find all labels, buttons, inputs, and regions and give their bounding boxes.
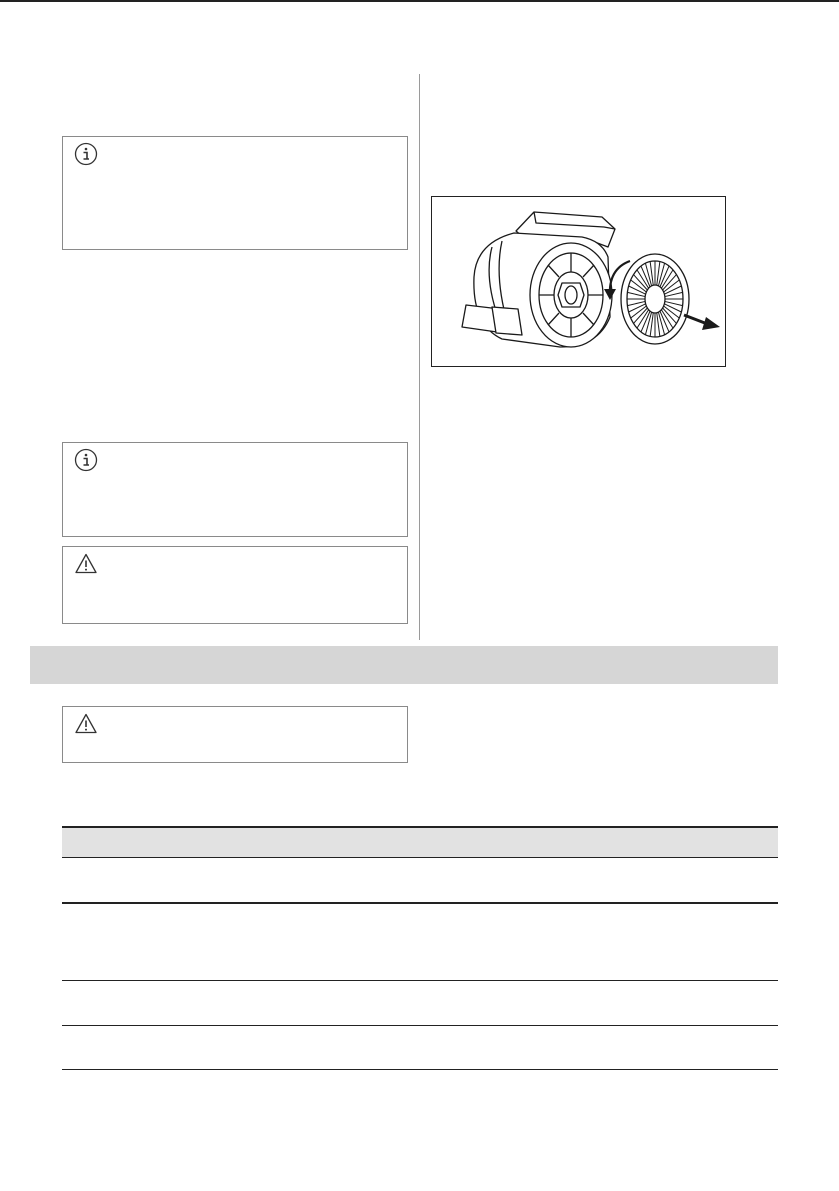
table-cell xyxy=(62,858,300,904)
table-cell xyxy=(538,1026,778,1070)
page-top-rule xyxy=(0,0,839,2)
info-icon xyxy=(74,448,98,472)
warning-note-box xyxy=(62,706,408,763)
table-cell xyxy=(62,981,300,1026)
troubleshooting-table xyxy=(62,826,778,1070)
info-note-box xyxy=(62,136,408,250)
table-cell xyxy=(62,1026,300,1070)
table-cell xyxy=(300,1026,538,1070)
section-header-bar xyxy=(30,646,778,684)
table-row xyxy=(62,981,778,1026)
table-header-row xyxy=(62,827,778,858)
column-divider xyxy=(419,74,420,640)
info-icon xyxy=(74,142,98,166)
table-header-cell xyxy=(300,827,538,858)
info-note-box xyxy=(62,442,408,537)
table-cell xyxy=(62,903,300,981)
table-cell xyxy=(538,858,778,904)
warning-icon xyxy=(74,712,98,736)
motor-filter-illustration xyxy=(432,197,725,366)
table-cell xyxy=(300,981,538,1026)
table-cell xyxy=(538,981,778,1026)
filter-removal-figure xyxy=(431,196,726,367)
table-cell xyxy=(300,903,538,981)
warning-note-box xyxy=(62,546,408,624)
table-row xyxy=(62,1026,778,1070)
table-cell xyxy=(300,858,538,904)
warning-icon xyxy=(74,552,98,576)
table-header-cell xyxy=(62,827,300,858)
table-header-cell xyxy=(538,827,778,858)
table-row xyxy=(62,858,778,904)
table-row xyxy=(62,903,778,981)
table-cell xyxy=(538,903,778,981)
